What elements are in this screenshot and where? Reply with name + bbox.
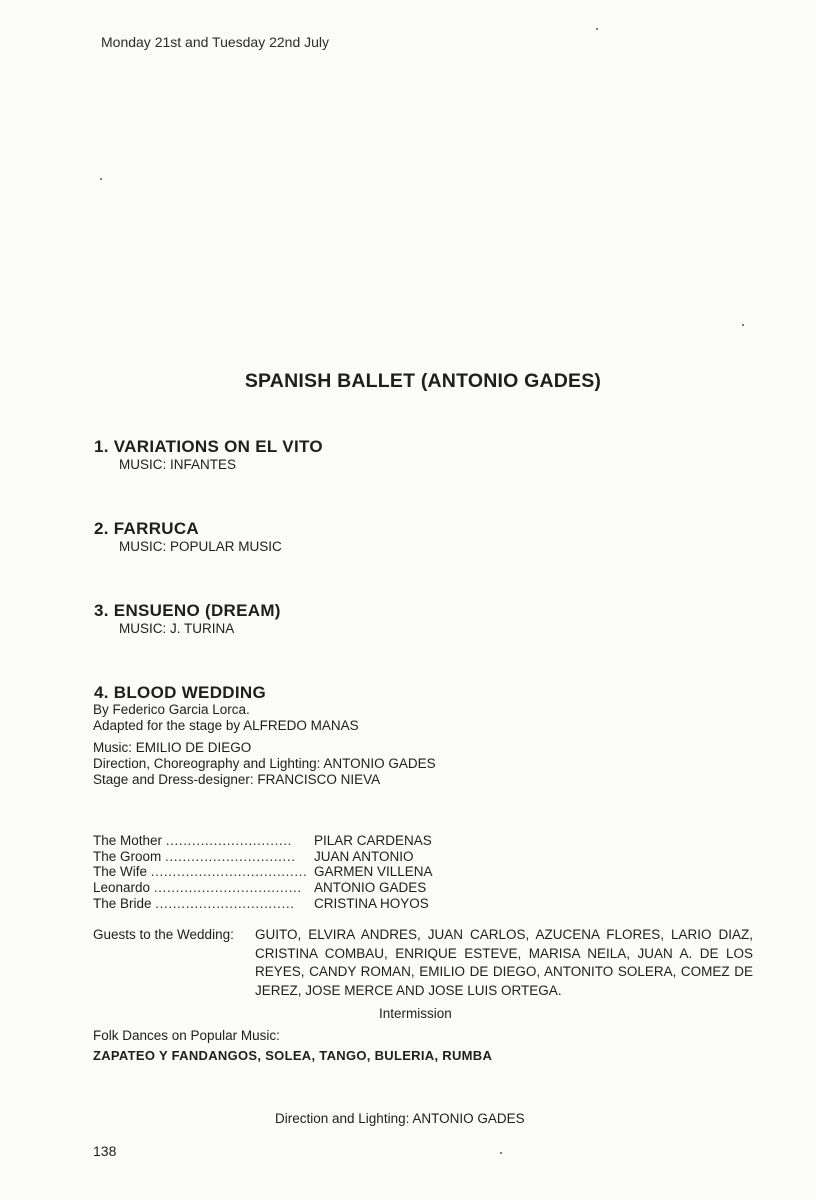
credit-music: Music: EMILIO DE DIEGO (93, 740, 252, 755)
programme-item-4 (94, 683, 266, 703)
print-speck (596, 28, 598, 30)
cast-role: Leonardo (93, 880, 151, 895)
cast-actor: CRISTINA HOYOS (314, 896, 429, 911)
print-speck (100, 178, 102, 180)
credit-author: By Federico Garcia Lorca. (93, 702, 250, 717)
intermission-label: Intermission (379, 1006, 452, 1021)
programme-item-title: 3. ENSUENO (DREAM) (94, 601, 281, 620)
cast-row: The Groom .............................. JUAN ANTONIO (93, 849, 414, 864)
folk-dances-list: ZAPATEO Y FANDANGOS, SOLEA, TANGO, BULERIA, RUMBA (93, 1048, 493, 1063)
cast-row: Leonardo .................................. ANTONIO GADES (93, 880, 427, 895)
cast-role: The Bride (93, 896, 152, 911)
guests-label: Guests to the Wedding: (93, 927, 234, 942)
cast-actor: GARMEN VILLENA (314, 864, 433, 879)
programme-item-music: MUSIC: INFANTES (119, 457, 237, 472)
guests-section (93, 926, 753, 1000)
cast-actor: ANTONIO GADES (314, 880, 427, 895)
cast-row: The Bride ................................ CRISTINA HOYOS (93, 896, 429, 911)
cast-role: The Mother (93, 833, 163, 848)
guests-names: GUITO, ELVIRA ANDRES, JUAN CARLOS, AZUCENA FLORES, LARIO DIAZ, CRISTINA COMBAU, ENRIQUE ESTEVE, MARISA NEILA, JUAN A. DE LOS REYES, CANDY ROMAN, EMILIO DE DIEGO, ANTONITO SOLERA, COMEZ DE JEREZ, JOSE MERCE AND JOSE LUIS ORTEGA. (255, 927, 753, 998)
cast-actor: PILAR CARDENAS (314, 833, 432, 848)
page-number: 138 (93, 1143, 117, 1159)
print-speck (742, 324, 744, 326)
credit-designer: Stage and Dress-designer: FRANCISCO NIEVA (93, 772, 381, 787)
page-date: Monday 21st and Tuesday 22nd July (101, 34, 330, 50)
cast-role: The Wife (93, 864, 148, 879)
programme-item-1 (94, 437, 323, 473)
cast-row: The Wife .................................... GARMEN VILLENA (93, 864, 433, 879)
programme-item-title: 2. FARRUCA (94, 519, 200, 538)
cast-actor: JUAN ANTONIO (314, 849, 414, 864)
credit-adaptation: Adapted for the stage by ALFREDO MANAS (93, 718, 359, 733)
programme-item-music: MUSIC: J. TURINA (119, 621, 235, 636)
programme-item-2 (94, 519, 282, 555)
programme-item-3 (94, 601, 281, 637)
page-title: SPANISH BALLET (ANTONIO GADES) (244, 370, 602, 392)
programme-item-music: MUSIC: POPULAR MUSIC (119, 539, 282, 554)
folk-dances-intro: Folk Dances on Popular Music: (93, 1028, 280, 1043)
direction-credit: Direction and Lighting: ANTONIO GADES (275, 1111, 525, 1126)
cast-row: The Mother ............................. PILAR CARDENAS (93, 833, 432, 848)
print-speck (500, 1152, 502, 1154)
programme-item-title: 4. BLOOD WEDDING (94, 683, 266, 702)
credit-direction: Direction, Choreography and Lighting: ANTONIO GADES (93, 756, 436, 771)
cast-role: The Groom (93, 849, 162, 864)
programme-item-title: 1. VARIATIONS ON EL VITO (94, 437, 323, 456)
